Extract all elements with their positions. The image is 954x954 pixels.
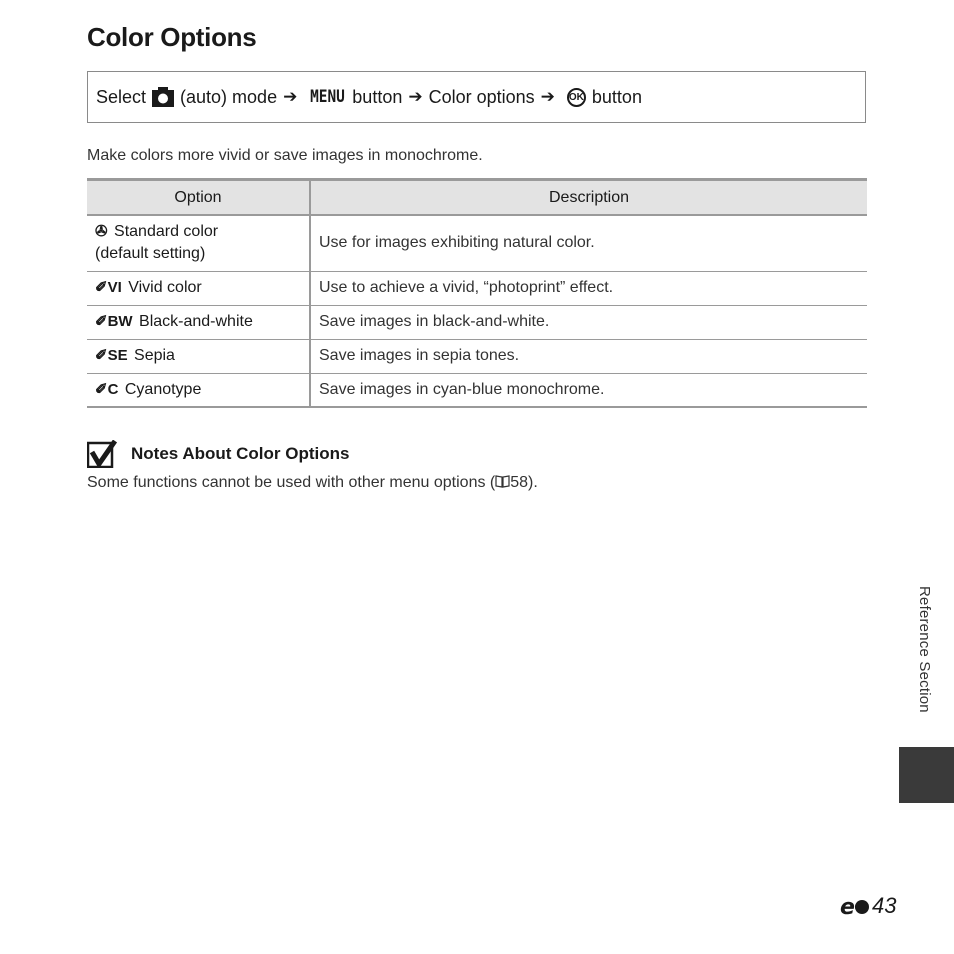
checkmark-note-icon xyxy=(87,440,117,468)
option-label: Sepia xyxy=(134,347,175,364)
description-cell: Save images in black-and-white. xyxy=(310,305,867,339)
header-description: Description xyxy=(310,180,867,216)
option-label: Black-and-white xyxy=(139,313,253,330)
menu-path-box xyxy=(87,71,866,123)
black-and-white-icon: ✐BW xyxy=(95,313,133,330)
notes-text: Some functions cannot be used with other menu options ( xyxy=(87,474,496,491)
arrow-right-icon: ➔ xyxy=(408,87,423,106)
table-row xyxy=(87,373,867,407)
description-cell: Use to achieve a vivid, “photoprint” effect. xyxy=(310,271,867,305)
vivid-color-icon: ✐VI xyxy=(95,279,122,296)
option-cell xyxy=(87,373,310,407)
table-row xyxy=(87,305,867,339)
header-option: Option xyxy=(87,180,310,216)
page-title: Color Options xyxy=(87,22,257,52)
side-tab-label: Reference Section xyxy=(916,586,933,713)
color-options-table xyxy=(87,178,867,408)
camera-icon xyxy=(152,87,174,107)
option-cell xyxy=(87,215,310,271)
menu-button-label: MENU xyxy=(310,87,346,107)
notes-heading-text: Notes About Color Options xyxy=(131,444,350,463)
notes-body xyxy=(87,474,538,492)
intro-text: Make colors more vivid or save images in monochrome. xyxy=(87,147,483,164)
page-reference-link[interactable]: 58 xyxy=(510,474,529,491)
arrow-right-icon: ➔ xyxy=(283,87,298,106)
book-reference-icon xyxy=(495,475,510,488)
table-row xyxy=(87,271,867,305)
path-color-options-text: Color options xyxy=(428,86,535,107)
e-reference-icon xyxy=(840,895,870,917)
path-select-text: Select xyxy=(96,86,147,107)
notes-text-end: ). xyxy=(528,474,538,491)
option-cell xyxy=(87,305,310,339)
sepia-icon: ✐SE xyxy=(95,347,128,364)
page-number-text: 43 xyxy=(872,893,897,918)
standard-color-icon: ✇ xyxy=(95,223,108,241)
page-number xyxy=(840,893,896,919)
arrow-right-icon: ➔ xyxy=(540,87,555,106)
option-sublabel: (default setting) xyxy=(95,245,206,263)
option-label: Standard color xyxy=(114,223,219,241)
ok-button-icon: OK xyxy=(567,88,586,107)
description-cell: Save images in sepia tones. xyxy=(310,339,867,373)
svg-text:e: e xyxy=(840,895,855,917)
table-header-row xyxy=(87,180,867,216)
option-label: Vivid color xyxy=(128,279,202,296)
path-auto-mode-text: (auto) mode xyxy=(180,86,278,107)
option-cell xyxy=(87,271,310,305)
cyanotype-icon: ✐C xyxy=(95,380,119,398)
notes-heading xyxy=(87,440,349,468)
table-row xyxy=(87,215,867,271)
description-cell: Use for images exhibiting natural color. xyxy=(310,215,867,271)
table-row xyxy=(87,339,867,373)
option-cell xyxy=(87,339,310,373)
path-button-text: button xyxy=(352,86,403,107)
side-tab-marker xyxy=(899,747,954,803)
path-button-text: button xyxy=(591,86,642,107)
option-label: Cyanotype xyxy=(124,380,202,398)
description-cell: Save images in cyan-blue monochrome. xyxy=(310,373,867,407)
